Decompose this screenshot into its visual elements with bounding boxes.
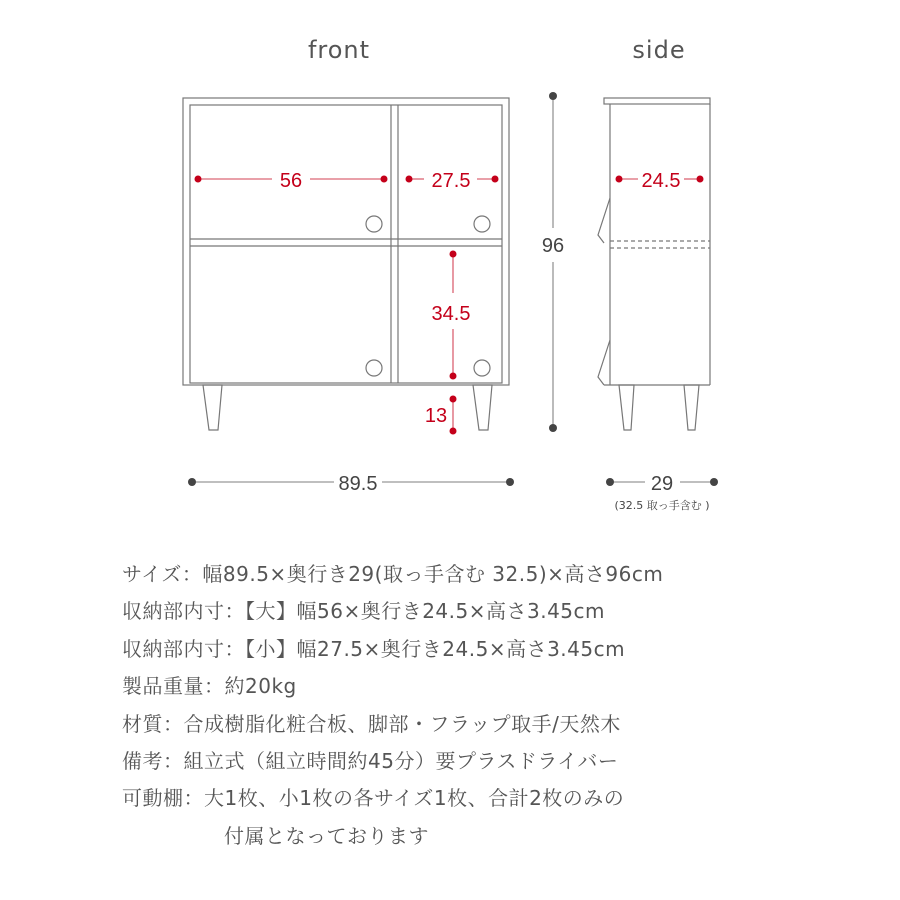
front-cabinet-outline [183,98,509,385]
leg-icon [684,385,699,430]
dim-depth-note: (32.5 取っ手含む ) [614,499,710,512]
front-cabinet [183,98,509,430]
spec-size: サイズ：幅89.5×奥行き29(取っ手含む 32.5)×高さ96cm [122,562,664,586]
spec-storage-small: 収納部内寸：【小】幅27.5×奥行き24.5×高さ3.45cm [122,636,626,661]
spec-shelves: 可動棚：大1枚、小1枚の各サイズ1枚、合計2枚のみの [122,786,625,811]
dim-total-height-label: 96 [541,235,565,257]
handle-icon [474,360,490,376]
handle-icon [474,216,490,232]
side-cabinet [598,98,710,430]
dim-depth-label: 29 [650,473,674,495]
dim-inner-height [432,251,471,380]
dim-depth [606,473,718,512]
spec-weight: 製品重量：約20kg [122,674,297,699]
dim-large-width [195,170,388,192]
spec-list [122,556,882,855]
dim-leg-height [425,396,457,435]
leg-icon [203,385,222,430]
spec-note: 備考：組立式（組立時間約45分）要プラスドライバー [122,749,619,774]
leg-icon [619,385,634,430]
handle-icon [366,216,382,232]
spec-material: 材質：合成樹脂化粧合板、脚部・フラップ取手/天然木 [122,711,621,736]
front-cabinet-inner-outline [190,105,502,383]
dim-total-height [542,92,564,432]
dim-leg-height-label: 13 [424,405,448,427]
dim-depth-inner-label: 24.5 [641,170,681,192]
side-top-panel [604,98,710,104]
flap-handle-icon [598,198,610,243]
handle-icon [366,360,382,376]
spec-storage-large: 収納部内寸：【大】幅56×奥行き24.5×高さ3.45cm [122,599,606,624]
side-view-title: side [632,36,686,64]
spec-shelves-continued: 付属となっております [224,823,429,848]
front-view-title: front [307,36,371,64]
dim-small-width-label: 27.5 [431,170,471,192]
leg-icon [473,385,492,430]
dim-total-width-label: 89.5 [338,473,378,495]
dim-total-width [188,473,514,495]
dim-small-width [406,170,499,192]
dim-inner-height-label: 34.5 [431,303,471,325]
flap-handle-icon [598,340,610,385]
dim-large-width-label: 56 [279,170,303,192]
dim-depth-inner [616,170,704,192]
